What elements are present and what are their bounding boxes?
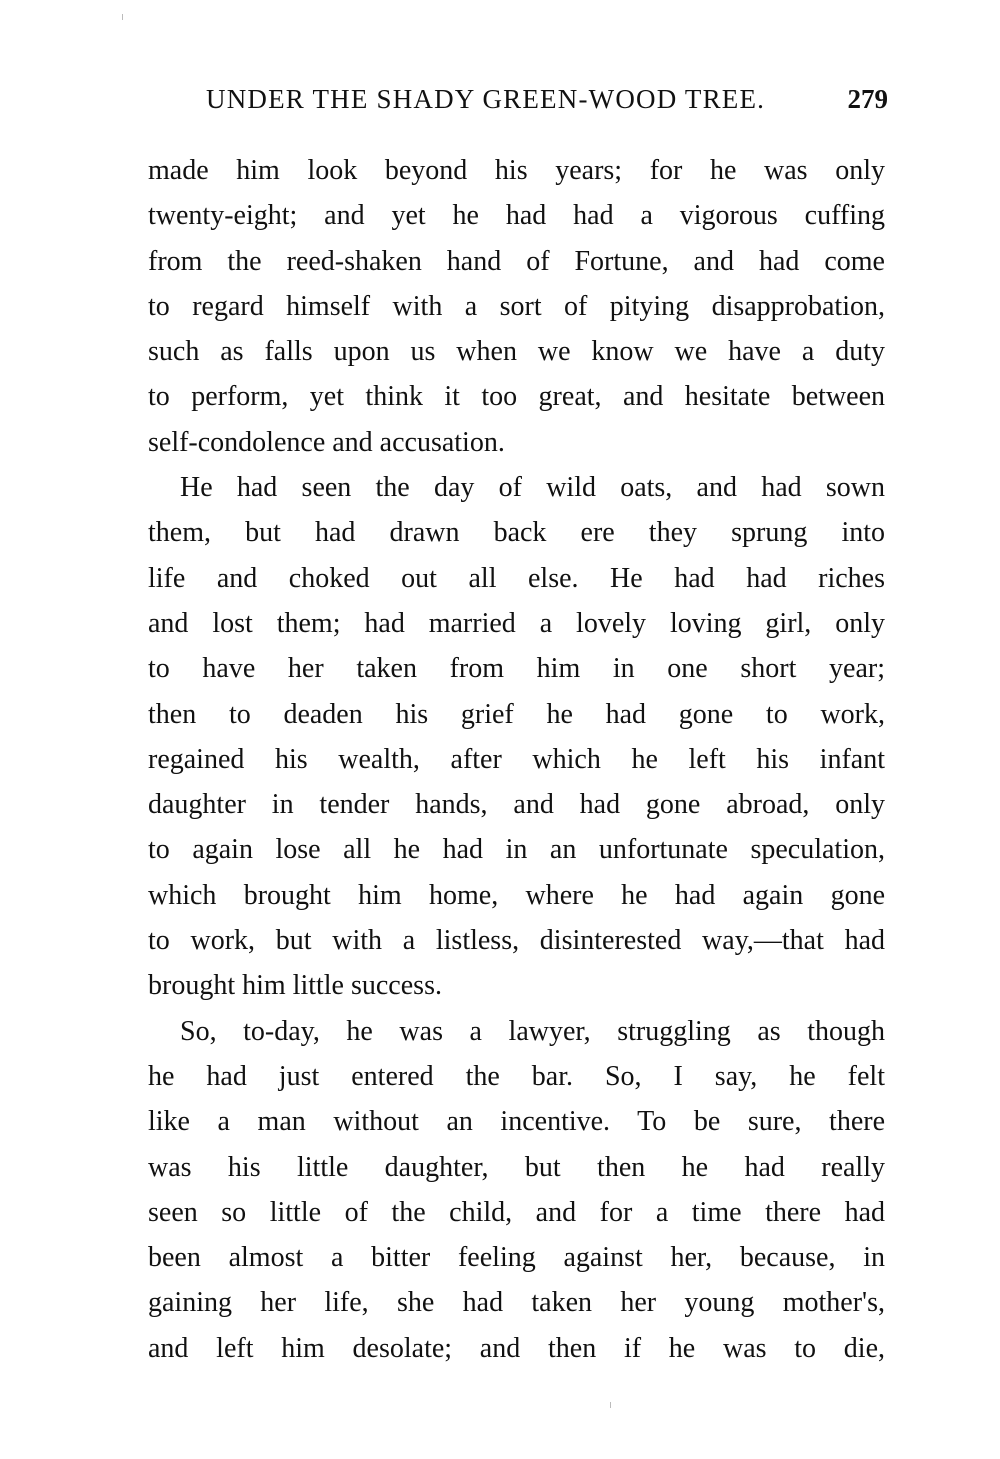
text-line: gaining her life, she had taken her young mother's, <box>148 1287 885 1319</box>
text-line: and left him desolate; and then if he was to die, <box>148 1332 885 1364</box>
paragraph-end-line: brought him little success. <box>148 970 442 1002</box>
text-line: from the reed-shaken hand of Fortune, and had come <box>148 245 885 277</box>
text-line: he had just entered the bar. So, I say, he felt <box>148 1060 885 1092</box>
page-number: 279 <box>847 84 888 114</box>
text-line: life and choked out all else. He had had riches <box>148 562 885 594</box>
scan-speck <box>610 1402 611 1408</box>
running-title: UNDER THE SHADY GREEN-WOOD TREE. <box>206 84 766 114</box>
text-line: twenty-eight; and yet he had had a vigorous cuffing <box>148 200 885 232</box>
scan-speck <box>122 14 123 20</box>
page-header <box>148 80 888 120</box>
text-line: made him look beyond his years; for he was only <box>148 155 885 186</box>
text-line: like a man without an incentive. To be sure, there <box>148 1106 885 1138</box>
text-line: to regard himself with a sort of pitying disapprobation, <box>148 290 885 322</box>
text-line: to perform, yet think it too great, and hesitate between <box>148 381 885 413</box>
text-line: daughter in tender hands, and had gone abroad, only <box>148 789 885 821</box>
paragraph-start-line: So, to-day, he was a lawyer, struggling as though <box>180 1015 885 1047</box>
text-line: been almost a bitter feeling against her, because, in <box>148 1242 885 1274</box>
text-line: them, but had drawn back ere they sprung into <box>148 517 885 549</box>
paragraph-end-line: self-condolence and accusation. <box>148 426 505 458</box>
text-line: seen so little of the child, and for a time there had <box>148 1196 885 1228</box>
text-line: regained his wealth, after which he left his infant <box>148 743 885 775</box>
text-line: to again lose all he had in an unfortunate speculation, <box>148 834 885 866</box>
text-line: to have her taken from him in one short year; <box>148 653 885 685</box>
text-line: such as falls upon us when we know we have a duty <box>148 336 885 368</box>
body-text <box>148 148 885 1371</box>
text-line: was his little daughter, but then he had really <box>148 1151 885 1183</box>
text-line: to work, but with a listless, disinterested way,—that had <box>148 925 885 957</box>
text-line: which brought him home, where he had again gone <box>148 879 885 911</box>
text-line: then to deaden his grief he had gone to work, <box>148 698 885 730</box>
paragraph-start-line: He had seen the day of wild oats, and had sown <box>180 472 885 504</box>
text-line: and lost them; had married a lovely loving girl, only <box>148 607 885 639</box>
